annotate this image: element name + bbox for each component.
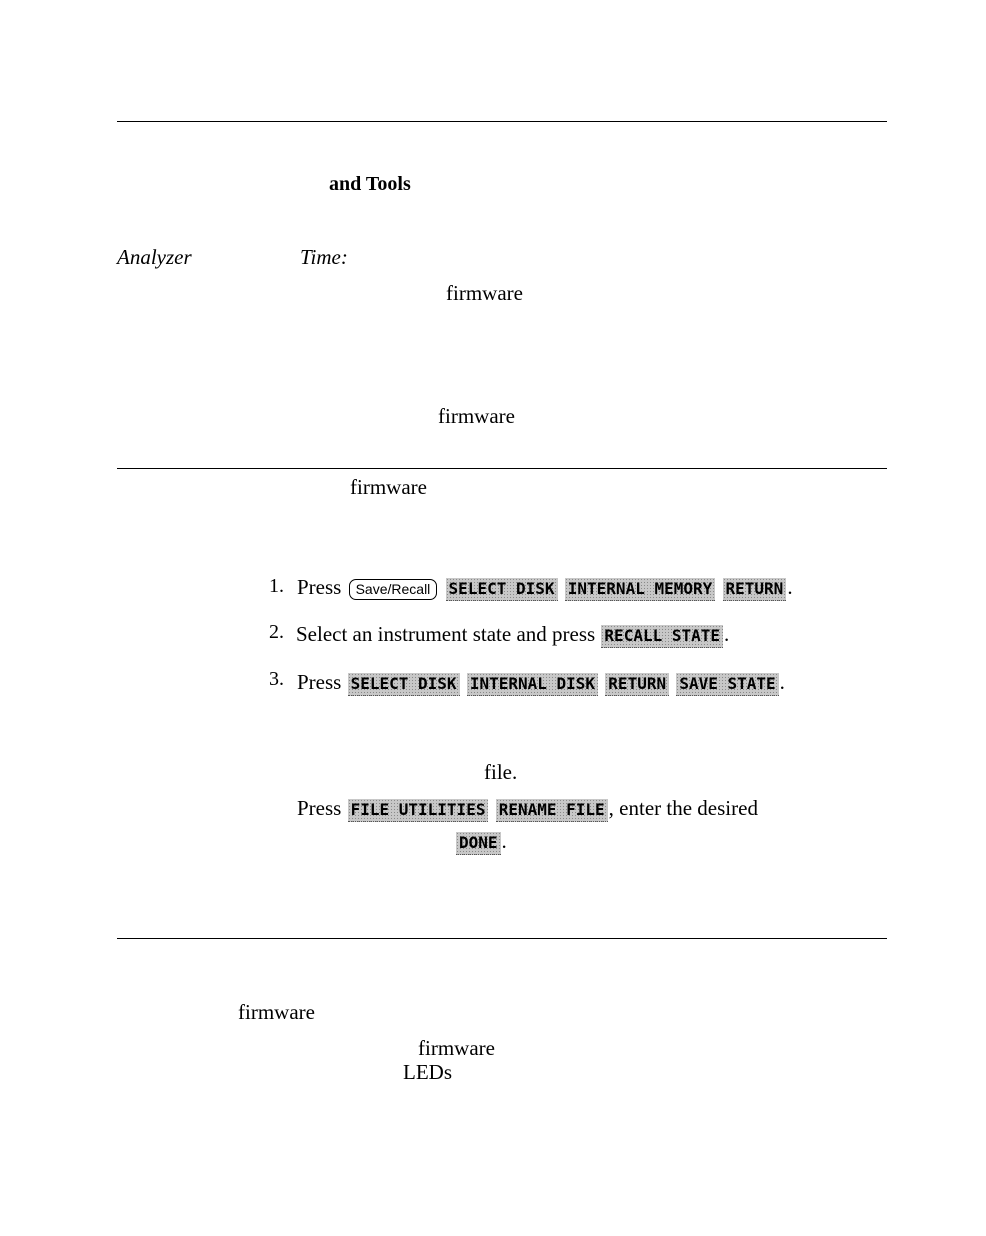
select-disk-softkey[interactable]: SELECT DISK xyxy=(446,578,558,601)
file-text: file. xyxy=(484,760,518,784)
rename-file-softkey[interactable]: RENAME FILE xyxy=(496,799,608,822)
rename-press: Press xyxy=(297,796,342,820)
firmware-text-4: firmware xyxy=(238,1000,315,1024)
analyzer-label: Analyzer xyxy=(117,245,192,269)
step-2-text: Select an instrument state and press xyxy=(296,622,596,646)
section-heading: and Tools xyxy=(329,173,411,195)
step-2 xyxy=(296,622,729,648)
step-1-number: 1. xyxy=(269,575,284,597)
time-label: Time: xyxy=(300,245,348,269)
internal-memory-softkey[interactable]: INTERNAL MEMORY xyxy=(565,578,716,601)
internal-disk-softkey[interactable]: INTERNAL DISK xyxy=(467,673,598,696)
step-1-press: Press xyxy=(297,575,342,599)
file-utilities-softkey[interactable]: FILE UTILITIES xyxy=(348,799,489,822)
firmware-text-3: firmware xyxy=(350,475,427,499)
done-line xyxy=(455,829,507,855)
firmware-text-5: firmware xyxy=(418,1036,495,1060)
done-end: . xyxy=(501,829,507,853)
bottom-rule xyxy=(117,938,887,939)
firmware-text-2: firmware xyxy=(438,404,515,428)
step-3-number: 3. xyxy=(269,668,284,690)
step-1 xyxy=(297,575,793,601)
select-disk-softkey-2[interactable]: SELECT DISK xyxy=(348,673,460,696)
leds-text: LEDs xyxy=(403,1060,452,1084)
step-3-press: Press xyxy=(297,670,342,694)
step-1-end: . xyxy=(787,575,793,599)
step-3-end: . xyxy=(779,670,785,694)
step-3 xyxy=(297,670,785,696)
top-rule xyxy=(117,121,887,122)
middle-rule xyxy=(117,468,887,469)
return-softkey-2[interactable]: RETURN xyxy=(605,673,669,696)
return-softkey[interactable]: RETURN xyxy=(723,578,787,601)
save-recall-hardkey[interactable]: Save/Recall xyxy=(349,579,438,600)
rename-tail: , enter the desired xyxy=(608,796,758,820)
step-2-end: . xyxy=(724,622,730,646)
recall-state-softkey[interactable]: RECALL STATE xyxy=(601,625,723,648)
step-2-number: 2. xyxy=(269,621,284,643)
rename-step xyxy=(297,796,758,822)
firmware-text-1: firmware xyxy=(446,281,523,305)
done-softkey[interactable]: DONE xyxy=(456,832,501,855)
save-state-softkey[interactable]: SAVE STATE xyxy=(676,673,778,696)
